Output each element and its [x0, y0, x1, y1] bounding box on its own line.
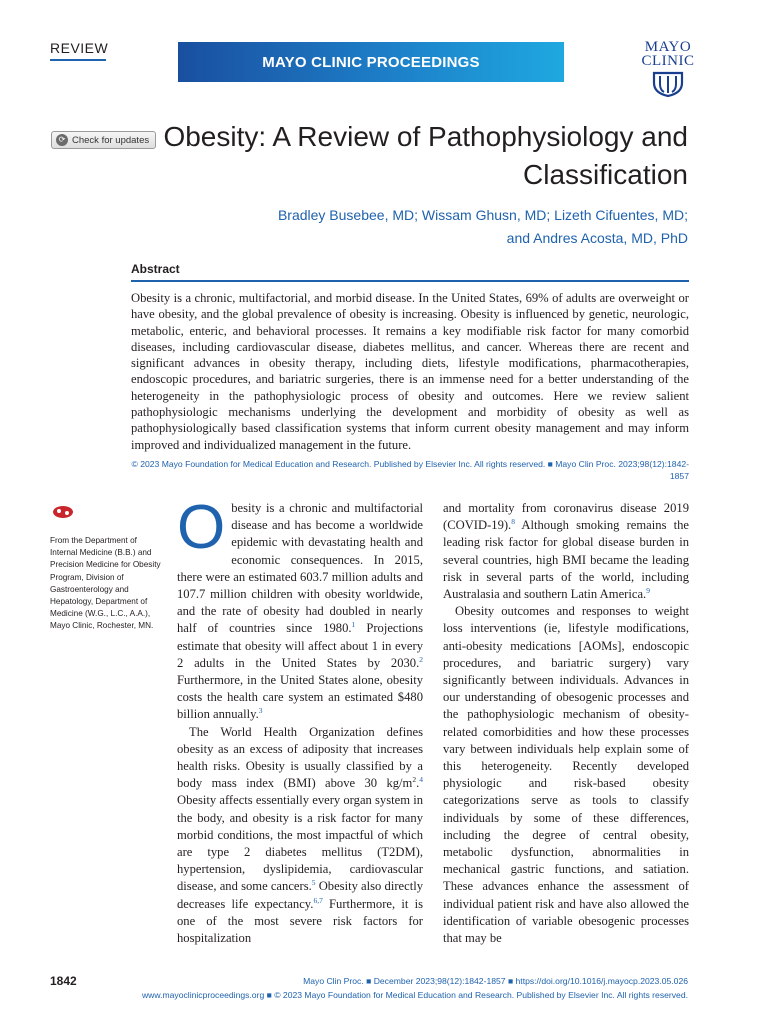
- body-column-2: [443, 500, 689, 947]
- article-title: [128, 118, 688, 194]
- p1-text-b: Projections estimate that obesity will affect about 1 in every 2 adults in the United States by 2030.: [177, 621, 423, 670]
- ref-2[interactable]: 2: [419, 654, 423, 664]
- title-line-2: Classification: [523, 159, 688, 190]
- journal-banner[interactable]: MAYO CLINIC PROCEEDINGS: [178, 42, 564, 82]
- c2-text-a: and mortality from coronavirus disease 2019 (COVID-19).: [443, 501, 689, 533]
- p2-text-b: .: [416, 776, 420, 791]
- drop-cap: O: [177, 493, 226, 562]
- ref-6-7[interactable]: 6,7: [313, 895, 323, 905]
- author-list[interactable]: [168, 204, 688, 250]
- citation-line-2[interactable]: 1857: [669, 471, 689, 481]
- section-rule: [50, 59, 106, 61]
- ref-8[interactable]: 8: [511, 517, 515, 527]
- mayo-clinic-logo[interactable]: [636, 40, 700, 104]
- ref-4[interactable]: 4: [419, 775, 423, 785]
- c2-text-b: Although smoking remains the leading risk factor for global disease burden in several countries, high BMI became the leading risk in several parts of the world, including Australasia and southern Latin America.: [443, 518, 689, 602]
- logo-line-1: MAYO: [644, 39, 692, 55]
- footer-citation[interactable]: Mayo Clin Proc. ■ December 2023;98(12):1842-1857 ■ https://doi.org/10.1016/j.mayocp.2023.05.026: [303, 976, 688, 986]
- abstract-heading: Abstract: [131, 262, 180, 276]
- body-paragraph-2: [177, 724, 423, 948]
- p1-text-c: Furthermore, in the United States alone, obesity costs the health care system an estimated $480 billion annually.: [177, 673, 423, 722]
- ref-1[interactable]: 1: [351, 620, 356, 630]
- body-paragraph-3: Obesity outcomes and responses to weight loss interventions (ie, lifestyle modifications, anti-obesity medications [AOMs], endoscopic procedures, and bariatric surgery) vary significantly between individuals. Advances in our understanding of obesogenic processes and the pathophysiologic mechanism of obesity-related comorbidities and how these processes vary between individuals help explain some of this heterogeneity. Recently developed physiologic and risk-based obesity categorizations serve as tools to classify individuals by some of these differences, including the degree of central obesity, metabolic dysfunction, abnormalities in mechanical gastric functions, and satiation. These advances enhance the assessment of individual patient risk and have also allowed the identification of variable obesogenic processes that may be: [443, 604, 689, 946]
- footer-copyright[interactable]: www.mayoclinicproceedings.org ■ © 2023 Mayo Foundation for Medical Education and Research. Published by Elsevier Inc. All rights reserved.: [141, 990, 688, 1000]
- abstract-citation[interactable]: [131, 458, 689, 482]
- p2-text-e: Furthermore, it is one of the most severe risk factors for hospitalization: [177, 896, 423, 946]
- page-number: 1842: [50, 974, 77, 988]
- refresh-icon: ⟳: [56, 134, 68, 146]
- title-line-1: Obesity: A Review of Pathophysiology and: [163, 121, 688, 152]
- citation-line-1[interactable]: © 2023 Mayo Foundation for Medical Education and Research. Published by Elsevier Inc. All rights reserved. ■ Mayo Clin Proc. 2023;98(12):1842-: [131, 459, 689, 469]
- ref-9[interactable]: 9: [646, 585, 650, 595]
- squared-superscript: 2: [412, 775, 417, 785]
- p2-text-d: Obesity also directly decreases life expectancy.: [177, 879, 423, 911]
- section-label: REVIEW: [50, 40, 109, 56]
- p2-text-a: The World Health Organization defines obesity as an excess of adiposity that increases health risks. Obesity is usually classified by a body mass index (BMI) above 30 kg/m: [177, 724, 423, 791]
- p2-text-c: Obesity affects essentially every organ system in the body, and obesity is a risk factor for many morbid conditions, the most impactful of which are type 2 diabetes mellitus (T2DM), hypertension, dyslipidemia, cardiovascular disease, and some cancers.: [177, 793, 423, 894]
- abstract-rule: [131, 280, 689, 282]
- authors-line-2[interactable]: and Andres Acosta, MD, PhD: [506, 230, 688, 246]
- ref-5[interactable]: 5: [311, 878, 316, 888]
- ref-3[interactable]: 3: [258, 706, 263, 716]
- shield-logo-icon: [651, 71, 685, 97]
- body-paragraph-2-cont: [443, 500, 689, 603]
- abstract-text: Obesity is a chronic, multifactorial, and morbid disease. In the United States, 69% of adults are overweight or have obesity, and the global prevalence of obesity is increasing. Obesity is influenced by genetic, neurologic, metabolic, enteric, and behavioral processes. It remains a key modifiable risk factor for many comorbid diseases, including cardiovascular disease, diabetes mellitus, and cancer. Whereas there are recent and significant advances in obesity therapy, including diets, lifestyle modifications, pharmacotherapies, endoscopic procedures, and bariatric surgeries, there is an immense need for a better understanding of the heterogeneity in the pathophysiologic process of obesity and outcomes. Here we review salient pathophysiologic mechanisms underlying the development and morbidity of obesity as well as pathophysiologically based classification systems that inform current obesity management and may inform improved and individualized management in the future.: [131, 291, 689, 452]
- body-paragraph-1: [177, 493, 423, 724]
- logo-line-2: CLINIC: [641, 53, 695, 69]
- affiliation-note: From the Department of Internal Medicine (B.B.) and Precision Medicine for Obesity Program, Division of Gastroenterology and Hepatology, Department of Medicine (W.G., L.C., A.A.), Mayo Clinic, Rochester, MN.: [50, 536, 161, 631]
- body-column-1: [177, 493, 423, 947]
- authors-line-1[interactable]: Bradley Busebee, MD; Wissam Ghusn, MD; Lizeth Cifuentes, MD;: [277, 207, 688, 223]
- affiliation-icon: [52, 505, 74, 519]
- p1-text-a: besity is a chronic and multifactorial disease and has become a worldwide epidemic with devastating health and economic consequences. In 2015, there were an estimated 603.7 million adults and 107.7 million children with obesity worldwide, and the rate of obesity had doubled in nearly half of countries since 1980.: [177, 501, 423, 636]
- check-updates-label: Check for updates: [72, 134, 150, 146]
